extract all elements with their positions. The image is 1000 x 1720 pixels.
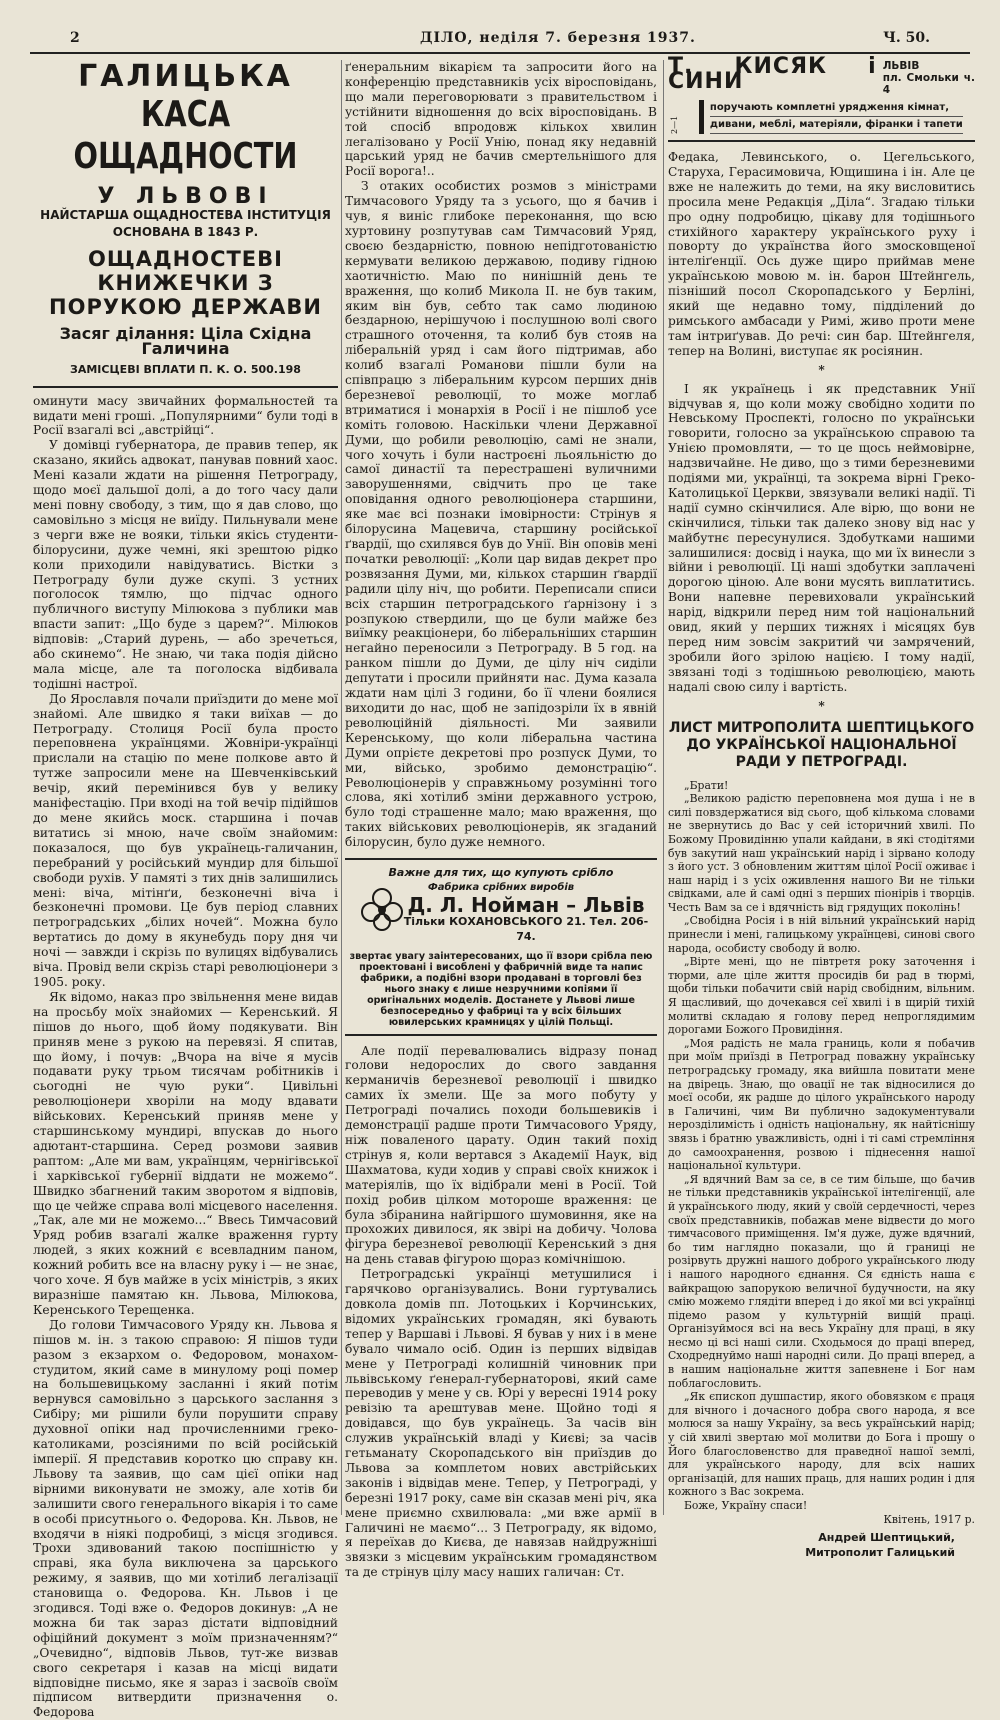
letter-paragraph: „Моя радість не мала границь, коли я побачив при моїм приїзді в Петроград поважну українську петроградську громаду, яка вийшла повитати мене на двірець. Знаю, що овації не так відносилися до моєї особи, як радше до цілого українського народу в Галичині, чим Ви публично задокументували нерозділимість і одність національну, як найтіснішу звязь і братню уважливість, одні і ті самі стремління до самоохранення, розвою і піднесення нашої національної культури. (668, 1036, 975, 1173)
bank-ad-line4: НАЙСТАРША ОЩАДНОСТЕВА ІНСТИТУЦІЯ (40, 207, 331, 222)
silver-advertisement (345, 858, 657, 1036)
signature-title: Митрополит Галицький (805, 1546, 955, 1560)
paragraph: Як відомо, наказ про звільнення мене видав на просьбу моїх знайомих — Керенський. Я пішов до нього, щоб йому подякувати. Він приняв мене з рукою на перевязі. Я спитав, що йому, і почув: „Вчора на віче я мусів подавати руку трьом тисячам робітників і сьогодні не чую руки“. Цивільні революціонери хворіли на моду вдавати військових. Керенський приняв мене у старшинському мундирі, впускав до нього адютант-старшина. Серед розмови заявив раптом: „Але ми вам, українцям, чернігівської і харківської губернії віддати не можемо“. Швидко збагнений таким зворотом я відповів, що це чейже справа волі місцевого населення. „Так, але ми не можемо...“ Ввесь Тимчасовий Уряд робив взагалі жалке враження гурту людей, з яких кожний є всевладним паном, кожний робить все на власну руку і — не знає, чого хоче. Я був майже в усіх міністрів, з яких виразніше памятаю кн. Львова, Мілюкова, Керенського Терещенка. (33, 989, 338, 1317)
letter-body (668, 779, 975, 1527)
page-header (30, 30, 970, 54)
letter-signature (668, 1530, 975, 1560)
letter-paragraph: „Брати! (684, 778, 729, 792)
paragraph: Петроградські українці метушилися і гарячково організувались. Вони гуртувались довкола домів пп. Лотоцьких і Корчинських, відомих українських громадян, які бувають тепер у Варшаві і Львові. Я бував у них і в мене бувало чимало осіб. Один із перших відвідав мене у Петрограді колишній чиновник при львівському ґенерал-губернаторові, який саме переводив у мене у св. Юрі у вересні 1914 року ревізію та арештував мене. Щойно тоді я довідався, що був українець. За часів він служив українській владі у Києві; за часів гетьманату Скоропадського він приїздив до Львова за комплетом нових австрійських законів і відвідав мене. Тепер, у Петрограді, у березні 1917 року, саме він сказав мені річ, яка мене приємно схвилювала: „ми вже армії в Галичині не маємо“... З Петрограду, як відомо, я переїхав до Києва, де навязав найдружніші звязки з місцевим українським громадянством та де стрінув цілу масу наших галичан: Ст. (345, 1267, 657, 1580)
column-rule (663, 60, 664, 1515)
column-1 (33, 59, 338, 1720)
issue-number: Ч. 50. (883, 30, 930, 46)
furniture-ad-line1: поручають комплетні урядження кімнат, (710, 100, 963, 117)
letter-paragraph: „Свобідна Росія і в ній вільний український нарід принесли і мені, галицькому українцеві, синові свого народа, особисту свободу й волю. (668, 914, 975, 955)
letter-paragraph: „Я вдячний Вам за се, в се тим більше, що бачив не тільки представників української інтелігенції, але й українського люду, який у своїй сердечності, через своїх представників, побажав мене відвести до мого тимчасового приміщення. Ім'я дуже, дуже вдячний, бо тим наглядно показали, що й границі не розірвуть дружні нашого доброго українського люду і нашого народного єднання. Ся єдність наша є вайкращою запорукою величної будучности, на яку смію можемо глядіти вперед і до якої ми всі українці підемо разом у культурній вищій праці. Організуймося всі на весь Україну для праці, в яку несмо ці всі наші сили. Сходьмося до праці вперед, Сходреднуймо наші народні сили. До праці вперед, а в нашим національне життя запевнене і Бог нам поблагословить. (668, 1172, 975, 1390)
furniture-ad-name: Т. КИСЯК і СИНИ (668, 54, 877, 94)
bank-advertisement (33, 60, 338, 388)
page-number: 2 (70, 30, 80, 46)
furniture-ad-address: пл. Смольки ч. 4 (882, 72, 975, 96)
silver-ad-address: Тільки КОХАНОВСЬКОГО 21. Тел. 206-74. (403, 914, 649, 943)
letter-paragraph: „Великою радістю переповнена моя душа і не в силі повздержатися від сього, щоб кількома словами не звернутись до Вас у сей історичний хвилі. По Божому Провидінню упали кайдани, в які стодітями був закутий наш український нарід і зірвано колоду з його уст. З обновленим життям цілої Росії оживає і наш нарід і з усіх оживлення нашого Ви не тільки свідками, але й самі одні з перших піонірів і творців. Честь Вам за се і вдячність від грядущих поколінь! (668, 792, 975, 914)
paragraph: І як українець і як представник Унії відчував я, що коли можу свобідно ходити по Невському Проспекті, голосно по українськи говорити, голосно за українською справою та Унією промовляти, — то це щось неймовірне, надзвичайне. Не диво, що з тими березневими подіями ми, українці, та зокрема вірні Греко-Католицької Церкви, звязували великі надії. Ті надії сумно скінчилися. Але вірю, що вони не скінчилися, тільки так далеко знову від нас у майбутнє пересунулися. Здобутками нашими залишилися: досвід і наука, що ми їх винесли з війни і революції. Ці наші здобутки заплачені дорогою ціною. Але вони мусять виплатитись. Вони напевне перевиховали український нарід, відкрили перед ним той національний овид, який у перших тижнях і місяцях був перед ним зовсім закритий чи замрячений, зробили його зрілою нацією. І тому надії, звязані тоді з тодішньою революцією, мають надалі свою силу і вартість. (668, 381, 975, 694)
bank-ad-line6: ОЩАДНОСТЕВІ КНИЖЕЧКИ З ПОРУКОЮ ДЕРЖАВИ (49, 246, 322, 319)
paragraph: З отаких особистих розмов з міністрами Тимчасового Уряду та з усього, що я бачив і чув, я виніс глибоке переконання, що всю хуртовину розпутував сам Тимчасовий Уряд, своєю бездарністю, повною непідготованістю кермувати великою державою, подиву гідною хаотичністю. Маю по нинішній день те враження, що колиб Микола ІІ. не був таким, яким він був, себто так само людиною бездарною, нерішучою і послушною волі свого страшного оточення, та колиб був стояв на ліберальній уряд і сам його підтримав, або колиб взагалі Романови пішли були на співпрацю з ліберальним курсом перших днів березневої революції, то може моглаб втриматися і монархія в Росії і не пішлоб усе коміть головою. Наскільки члени Державної Думи, що робили революцію, самі не знали, чого хочуть і були настроєні льояльністю до самої династії та перестрашені вуличними заворушеннями, свідчить про це таке оповідання одного революціонера старшини, яке має всі познаки імовірности: Стрінув я білорусина Мацевича, старшину російської ґвардії, що схилявся був до Унії. Він оповів мені початки революції: „Коли цар видав декрет про розвязання Думи, ми, кількох старшин ґвардії радили цілу ніч, що робити. Переписали списи всіх старшин петроградського ґарнізону і з розпукою ствердили, що це були майже без виїмку реакціонери, бо ліберальніших старшин негайно переносили з Петрограду. В 5 год. на ранком пішли до Думи, де цілу ніч сиділи депутати і просили прийняти нас. Дума казала ждати нам цілі 3 години, бо її члени боялися виходити до нас, щоб не запідозріли їх в явній революційній діяльності. Ми заявили Керенському, що коли ліберальна частина Думи опрієте декретові про розпуск Думи, то ми, військо, зробимо демонстрацію“. Революціонерів у справжньому розумінні того слова, які хотілиб зміни державного устрою, було тоді страшенне мало; маю враження, що таких військових революціонерів, як згаданий білорусин, було дуже немного. (345, 179, 657, 850)
bank-ad-line5: ОСНОВАНА В 1843 Р. (112, 224, 259, 239)
paragraph: У домівці губернатора, де правив тепер, як сказано, якийсь адвокат, панував повний хаос. Мені казали ждати на рішення Петрограду, щодо моєї дальшої долі, а до того часу дали мені повну свободу, з тим, що я дав слово, що самовільно з місця не виїду. Пильнували мене з черги вже не вояки, тільки якісь студенти-білорусини, дуже чемні, які зрештою рідко коли приходили навідуватись. Вістки з Петрограду були дуже скупі. З устних поголосок тямлю, що підчас одного публичного виступу Мілюкова з публики мав впасти запит: „Що буде з царем?“. Мілюков відповів: „Старий дурень, — або зречеться, або скинемо“. Не знаю, чи така подія дійсно мала місце, але та поголоска відбивала тодішні настрої. (33, 438, 338, 691)
paragraph: ґенеральним вікарієм та запросити його на конференцію представників усіх віросповідань, що мали переговорювати з правительством і устійнити відношення до всіх віросповідань. В той спосіб впродовж кількох хвилин легалізовано у Росії Унію, понад яку недавній царський уряд не бачив смертельнішого для Росії ворога!.. (345, 60, 657, 179)
letter-title: ЛИСТ МИТРОПОЛИТА ШЕПТИЦЬКОГО ДО УКРАЇНСЬКОЇ НАЦІОНАЛЬНОЇ РАДИ У ПЕТРОГРАДІ. (668, 719, 975, 770)
bank-ad-line7: Засяг ділання: Ціла Східна Галичина (59, 323, 312, 358)
silver-ad-company: Д. Л. Нойман – Львів (407, 892, 645, 917)
paragraph: Федака, Левинського, о. Цегельського, Старуха, Герасимовича, Ющишина і ін. Але це вже не належить до теми, на яку висловитись просила мене Редакція „Діла“. Згадаю тільки про одну подробицю, цікаву для тодішнього стихійного характеру українського руху і поворту до українства його змосковщеної інтеліґенції. Ось дуже щиро приймав мене українською мовою м. ін. барон Штейнгель, пізніший посол Скоропадського у Берліні, який ще недавно тому, підділений до римського амбасади у Римі, живо проти мене там інтриґував. До речі: син бар. Штейнгеля, тепер на Волині, виступає як росіянин. (668, 150, 975, 358)
silver-ad-line2: Фабрика срібних виробів (427, 881, 575, 893)
silver-ad-body: звертає увагу заінтересованих, що її взори срібла пею проектовані і висоблені у фабричній виде та напис фабрики, а подібні взори продавані в торговлі без нього знаку є лише незручними копіями її оригінальних моделів. Достанете у Львові лише безпосередньо у фабриці та у всіх більших ювилерських крамницях у цілій Польщі. (349, 950, 653, 1028)
letter-paragraph: „Як єпископ душпастир, якого обовязком є праця для вічного і дочасного добра свого народа, я все молюся за нашу Україну, за весь український нарід; у сій хвилі звертаю мої молитви до Бога і прошу о Його благословенство для праведної нашої землі, для українського народу, для всіх наших організацій, для наших праць, для наших родин і для кожного з Вас зокрема. (668, 1390, 975, 1499)
signature-name: Андрей Шептицький, (818, 1531, 955, 1545)
letter-date: Квітень, 1917 р. (883, 1512, 975, 1526)
section-separator-icon: * (818, 698, 825, 713)
silver-ad-line1: Важне для тих, що купують срібло (388, 866, 614, 880)
letter-paragraph: Боже, Україну спаси! (684, 1499, 808, 1512)
column-3 (668, 54, 975, 1560)
paragraph: До голови Тимчасового Уряду кн. Львова я пішов м. ін. з такою справою: Я пішов туди разом з екзархом о. Федоровом, монахом-студитом, який саме в минулому році помер на большевицькому засланні і який потім вернувся самовільно з царського заслання з Сибіру; ми рішили були порушити справу духовної опіки над прочисленними греко-католиками, розсіяними по всій російській імперії. Я представив коротко цю справу кн. Львову та заявив, що сам цієї опіки над вірними виконувати не зможу, але хотів би залишити свого генерального вікарія і то саме в особі присутнього о. Федорова. Кн. Львов, не входячи в ніякі подробиці, з місця згодився. Трохи здивований такою поспішністю у справі, яка була виключена за царського режиму, я заявив, що ми хотілиб легалізації становища о. Федорова. Кн. Львов і це згодився. Тоді вже о. Федоров докинув: „А не можна би так зараз дістати відповідний офіційний документ з моїм призначенням?“ „Очевидно“, відповів Львов, тут-же визвав свого секретаря і казав на місці видати відповідне письмо, яке я зараз і засвоїв своїм підписом витвердити призначення о. Федорова (33, 1317, 338, 1720)
furniture-ad-side-mark: 2—1 (670, 115, 679, 134)
paragraph: оминути масу звичайних формальностей та видати мені гроші. „Популярними“ були тоді в Росії взагалі всі „австрійці“. (33, 393, 338, 438)
column-rule (341, 60, 342, 1515)
paragraph: Але події перевалювались відразу понад голови недорослих до свого завдання керманичів березневої революції і швидко самих їх змели. Ще за мого побуту у Петрограді почались походи большевиків і демонстрації радше проти Тимчасового Уряду, ніж поваленого царату. Один такий похід стрінув я, коли вертався з Академії Наук, від Шахматова, куди ходив у справі своїх книжок і матеріялів, що їх відібрали мені в Росії. Той похід робив цілком мотороше враження: це була збіранина найгіршого шумовиння, яке на прохожих дивилося, як звірі на добичу. Чолова фігура березневої революції Керенський з дня на день ставав фігурою щораз комічнішою. (345, 1043, 657, 1267)
bank-ad-line3: У ЛЬВОВІ (97, 184, 274, 209)
bank-ad-line8: ЗАМІСЦЕВІ ВПЛАТИ П. К. О. 500.198 (70, 362, 301, 376)
letter-paragraph: „Вірте мені, що не півтретя року заточення і тюрми, але ціле життя просидів би рад в тюрмі, щоби тільки побачити свій нарід свобідним, вільним. Я щасливий, що дочекався сеї хвилі і в щирій тихій молитві складаю я голову перед непроглядимим дорогами Божого Провидіння. (668, 955, 975, 1037)
furniture-ad-line2: дивани, меблі, матеріяли, фіранки і тапети (710, 117, 963, 134)
column-2 (345, 60, 657, 1580)
furniture-ad-city: ЛЬВІВ (882, 60, 920, 72)
bank-ad-line1: ГАЛИЦЬКА (78, 59, 293, 94)
decorative-bar (699, 100, 704, 134)
furniture-advertisement (668, 54, 975, 142)
section-separator-icon: * (818, 362, 825, 377)
masthead-line: ДІЛО, неділя 7. березня 1937. (420, 30, 696, 46)
paragraph: До Ярославля почали приїздити до мене мої знайомі. Але швидко я таки виїхав — до Петрограду. Столиця Росії була просто переповнена українцями. Жовніри-українці прислали на стацію по мене полкове авто й тутже запросили мене на Шевченківський вечір, який перемінився був у велику маніфестацію. При вході на той вечір підійшов до мене якийсь моск. старшина і почав витатись зі мною, наче своїм знайомим: показалося, що був українець-галичанин, перебраний у російський мундир для більшої свободи рухів. У памяті з тих днів залишились мені: віча, мітінґи, безконечні віча і безконечні промови. Це був період славних петроградських „білих ночей“. Можна було вертатись до дому в якунебудь пору дня чи ночі — завжди і скрізь по вулицях відбувались віча. Провід вели скрізь старі революціонери з 1905. року. (33, 691, 338, 989)
flower-logo-icon (359, 886, 405, 932)
bank-ad-line2: КАСА ОЩАДНОСТИ (73, 94, 298, 177)
